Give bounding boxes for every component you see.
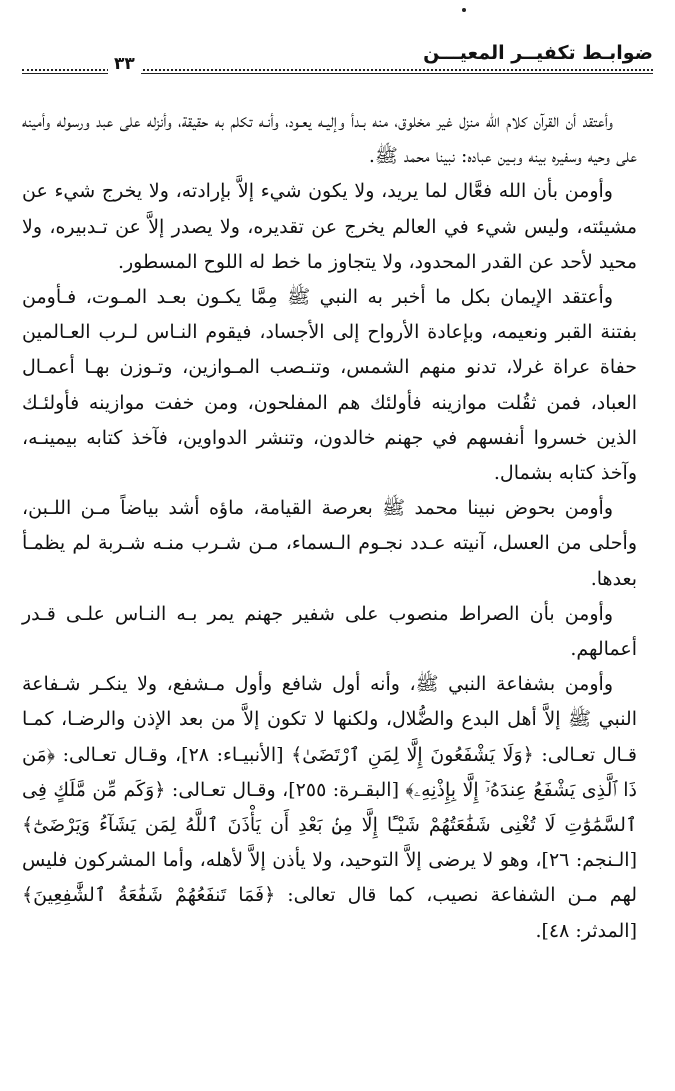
paragraph-quran: وأعتقد أن القرآن كلام الله منزل غير مخلوق، منه بـدأ وإليـه يعـود، وأنـه تكلم به حقيقة، وأنزله على عبد ورسوله وأمينه على وحيه وسفيره بينه وبـين عباده: نبينا محمد ﷺ. [22, 110, 637, 168]
running-header [22, 38, 653, 80]
header-title: ضوابـط تكفيــر المعيـــن [423, 42, 653, 64]
paragraph-hawd: وأومن بحوض نبينا محمد ﷺ بعرصة القيامة، ماؤه أشد بياضاً مـن اللـبن، وأحلى من العسل، آنيته عـدد نجـوم الـسماء، مـن شـرب منـه شـربة لم يظمـأ بعدها. [22, 497, 637, 590]
paragraph-sirat: وأومن بأن الصراط منصوب على شفير جهنم يمر بـه النـاس علـى قـدر أعمالهم. [22, 602, 637, 661]
paragraph-shafaa: وأومن بشفاعة النبي ﷺ، وأنه أول شافع وأول مـشفع، ولا ينكـر شـفاعة النبي ﷺ إلاَّ أهل البدع والضُّلال، ولكنها لا تكون إلاَّ من بعد الإذن والرضـا، كمـا قـال تعـالى: ﴿وَلَا يَشْفَعُونَ إِلَّا لِمَنِ ٱرْتَضَىٰ﴾ [الأنبيـاء: ٢٨]، وقـال تعـالى: ﴿مَن ذَا ٱلَّذِى يَشْفَعُ عِندَهُۥٓ إِلَّا بِإِذْنِهِۦ﴾ [البقـرة: ٢٥٥]، وقـال تعـالى: ﴿وَكَم مِّن مَّلَكٍ فِى ٱلسَّمَٰوَٰتِ لَا تُغْنِى شَفَٰعَتُهُمْ شَيْـًٔا إِلَّا مِنۢ بَعْدِ أَن يَأْذَنَ ٱللَّهُ لِمَن يَشَآءُ وَيَرْضَىٰٓ﴾ [الـنجم: ٢٦]، وهو لا يرضى إلاَّ التوحيد، ولا يأذن إلاَّ لأهله، وأما المشركون فليس لهم مـن الشفاعة نصيب، كما قال تعالى: ﴿فَمَا تَنفَعُهُمْ شَفَٰعَةُ ٱلشَّٰفِعِينَ﴾ [المدثر: ٤٨]. [22, 673, 637, 942]
body-text [22, 104, 637, 949]
page-top-mark [462, 8, 466, 12]
paragraph-qadar: وأومن بأن الله فعَّال لما يريد، ولا يكون شيء إلاَّ بإرادته، ولا يخرج شيء عن مشيئته، وليس شيء في العالم يخرج عن تقديره، ولا يصدر إلاَّ عن تـدبيره، ولا محيد لأحد عن القدر المحدود، ولا يتجاوز ما خط له اللوح المسطور. [22, 180, 637, 273]
paragraph-afterlife: وأعتقد الإيمان بكل ما أخبر به النبي ﷺ مِمَّا يكـون بعـد المـوت، فـأومن بفتنة القبر ونعيمه، وبإعادة الأرواح إلى الأجساد، فيقوم النـاس لـرب العـالمين حفاة عراة غرلا، تدنو منهم الشمس، وتنـصب المـوازين، وتـوزن بهـا أعمـال العباد، فمن ثقُلت موازينه فأولئك هم المفلحون، ومن خفت موازينه فأولئـك الذين خسروا أنفسهم في جهنم خالدون، وتنشر الدواوين، فآخذ كتابه بيمينـه، وآخذ كتابه بشمال. [22, 286, 637, 485]
page-number: ٣٣ [108, 54, 141, 74]
